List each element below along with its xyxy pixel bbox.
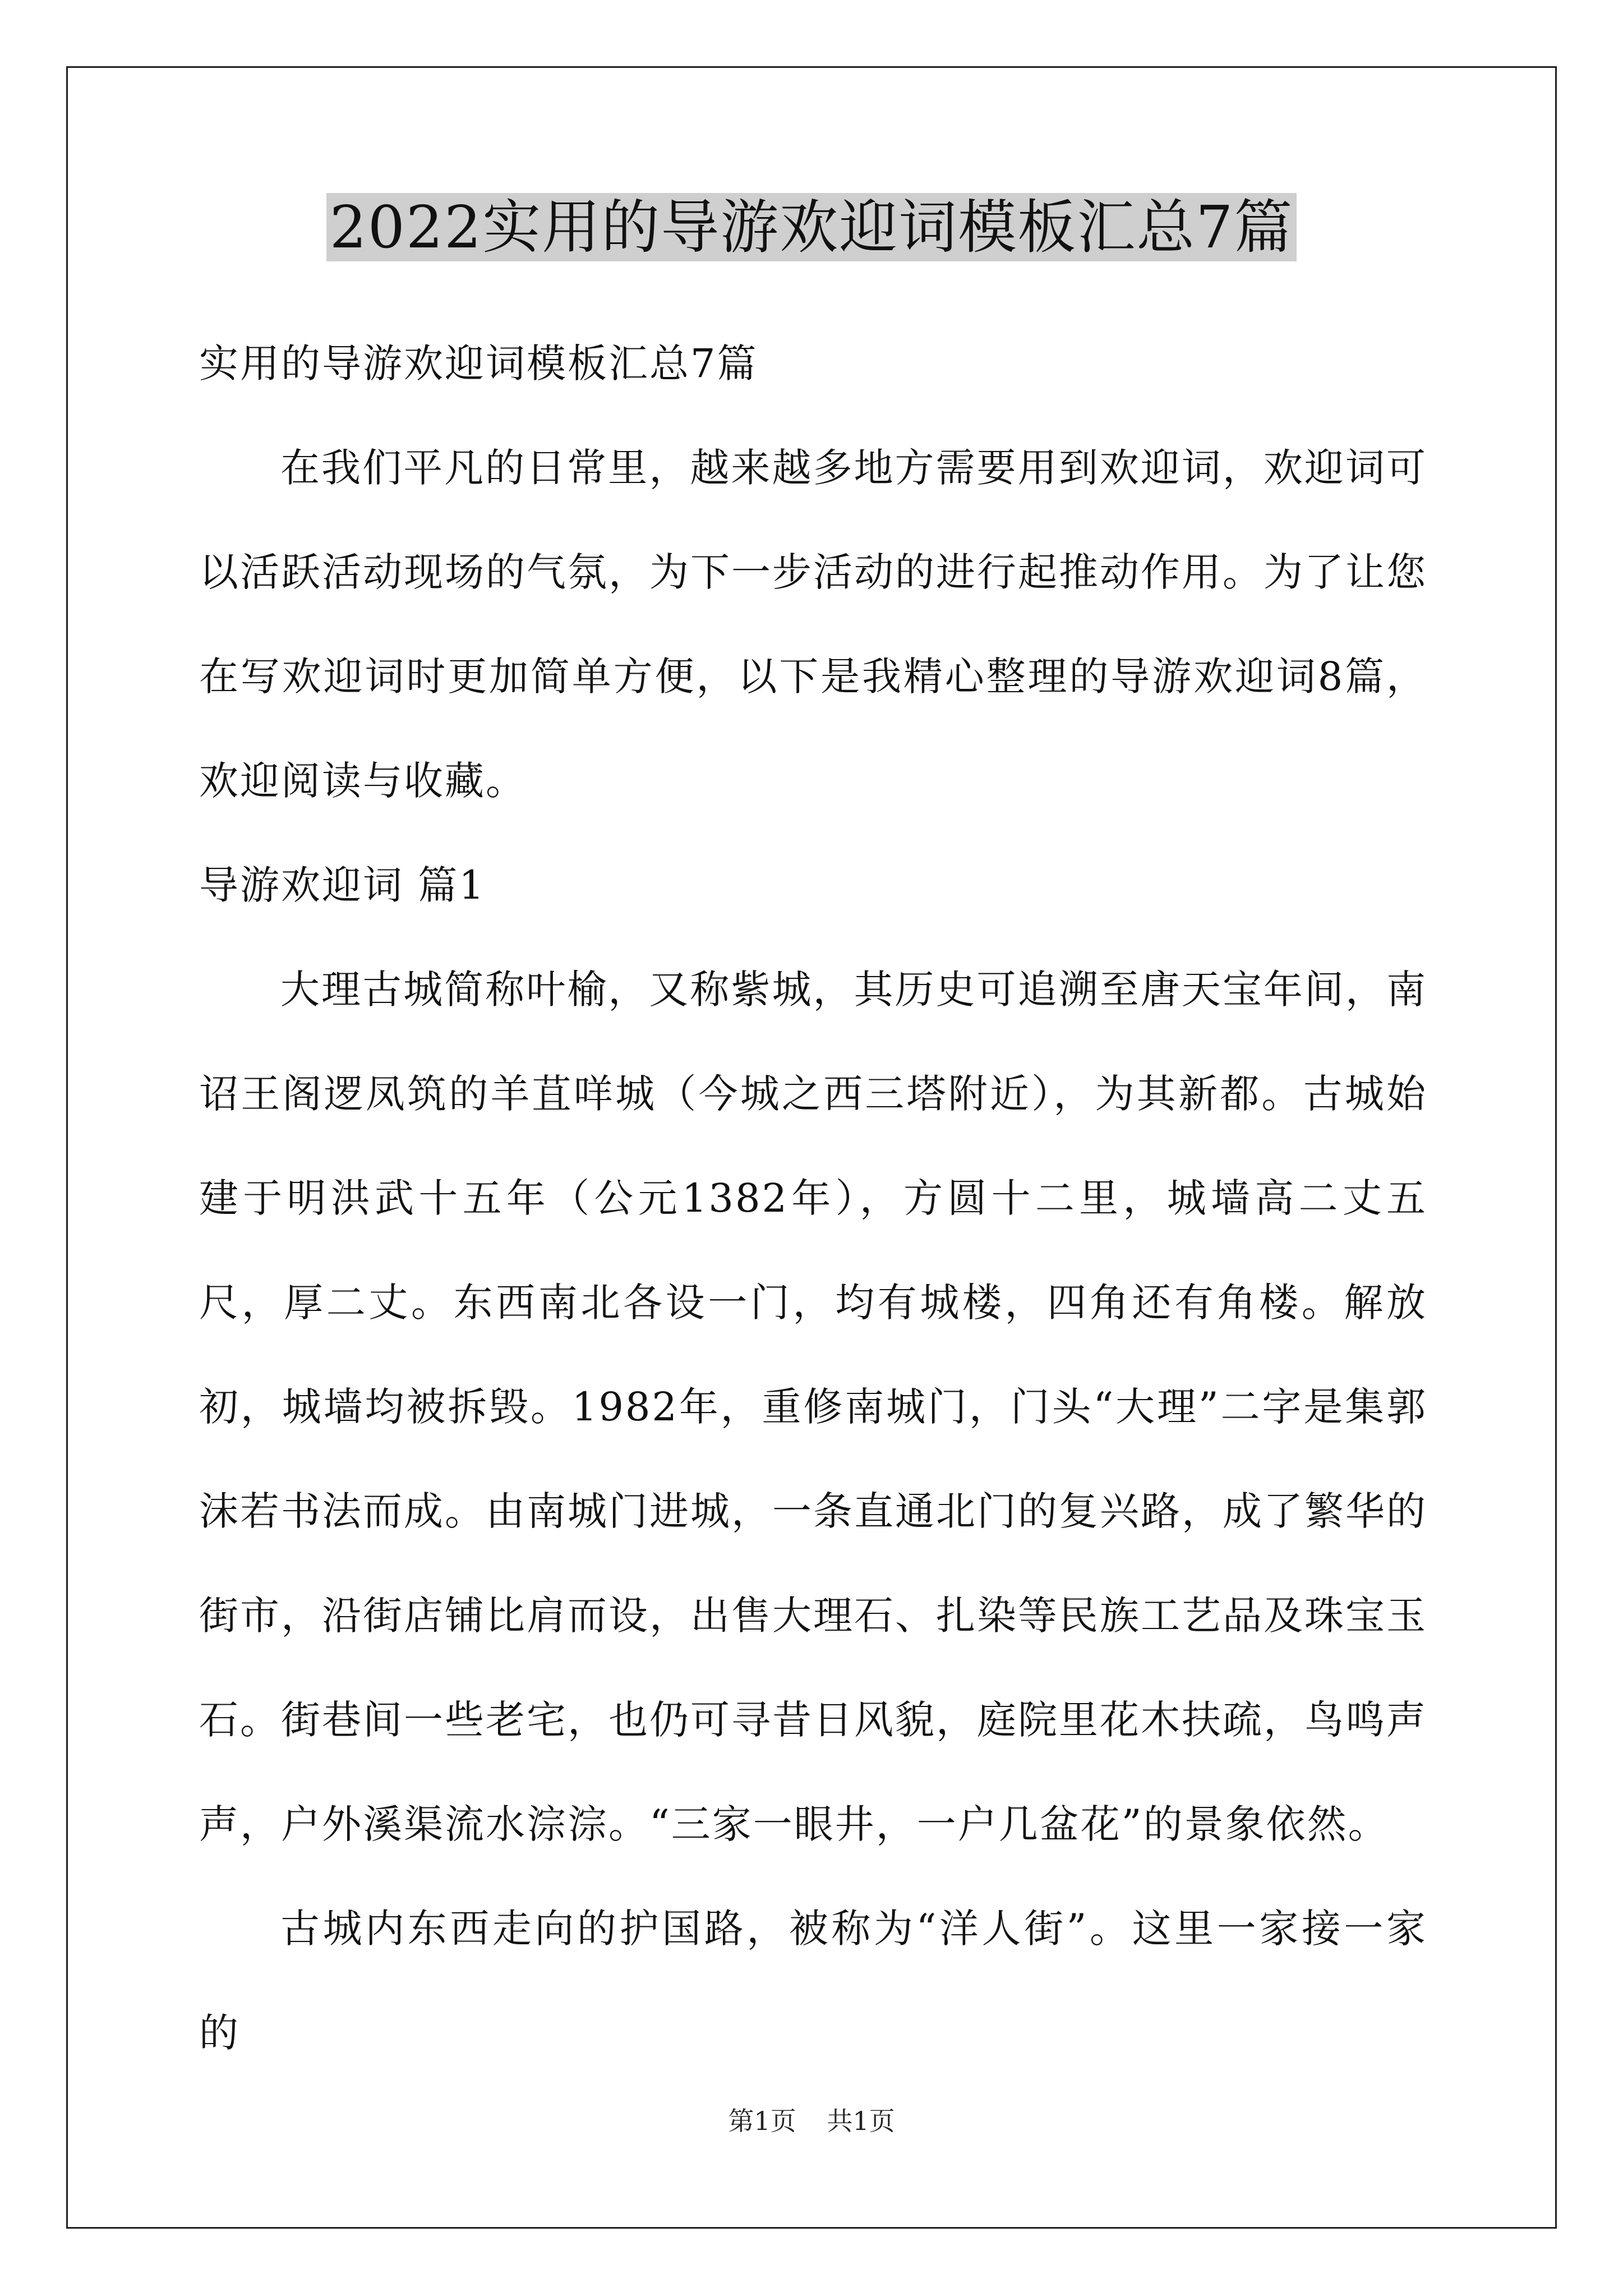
body-paragraph-2: 古城内东西走向的护国路，被称为“洋人街”。这里一家接一家的 — [199, 1906, 1427, 2056]
intro-paragraph: 在我们平凡的日常里，越来越多地方需要用到欢迎词，欢迎词可以活跃活动现场的气氛，为下一步活动的进行起推动作用。为了让您在写欢迎词时更加简单方便，以下是我精心整理的导游欢迎词8篇，欢迎阅读与收藏。 — [199, 445, 1427, 804]
section-heading: 导游欢迎词 篇1 — [199, 862, 486, 908]
page-number: 第1页 — [728, 2106, 796, 2136]
document-body — [199, 311, 1427, 2085]
subtitle: 实用的导游欢迎词模板汇总7篇 — [199, 341, 758, 386]
page-total: 共1页 — [827, 2106, 895, 2136]
page-footer — [0, 2101, 1623, 2138]
body-paragraph-1: 大理古城简称叶榆，又称紫城，其历史可追溯至唐天宝年间，南诏王阁逻凤筑的羊苴咩城（今城之西三塔附近），为其新都。古城始建于明洪武十五年（公元1382年），方圆十二里，城墙高二丈五尺，厚二丈。东西南北各设一门，均有城楼，四角还有角楼。解放初，城墙均被拆毁。1982年，重修南城门，门头“大理”二字是集郭沫若书法而成。由南城门进城，一条直通北门的复兴路，成了繁华的街市，沿街店铺比肩而设，出售大理石、扎染等民族工艺品及珠宝玉石。街巷间一些老宅，也仍可寻昔日风貌，庭院里花木扶疏，鸟鸣声声，户外溪渠流水淙淙。“三家一眼井，一户几盆花”的景象依然。 — [199, 967, 1427, 1847]
document-title-wrapper — [0, 185, 1623, 269]
document-title: 2022实用的导游欢迎词模板汇总7篇 — [326, 193, 1297, 261]
